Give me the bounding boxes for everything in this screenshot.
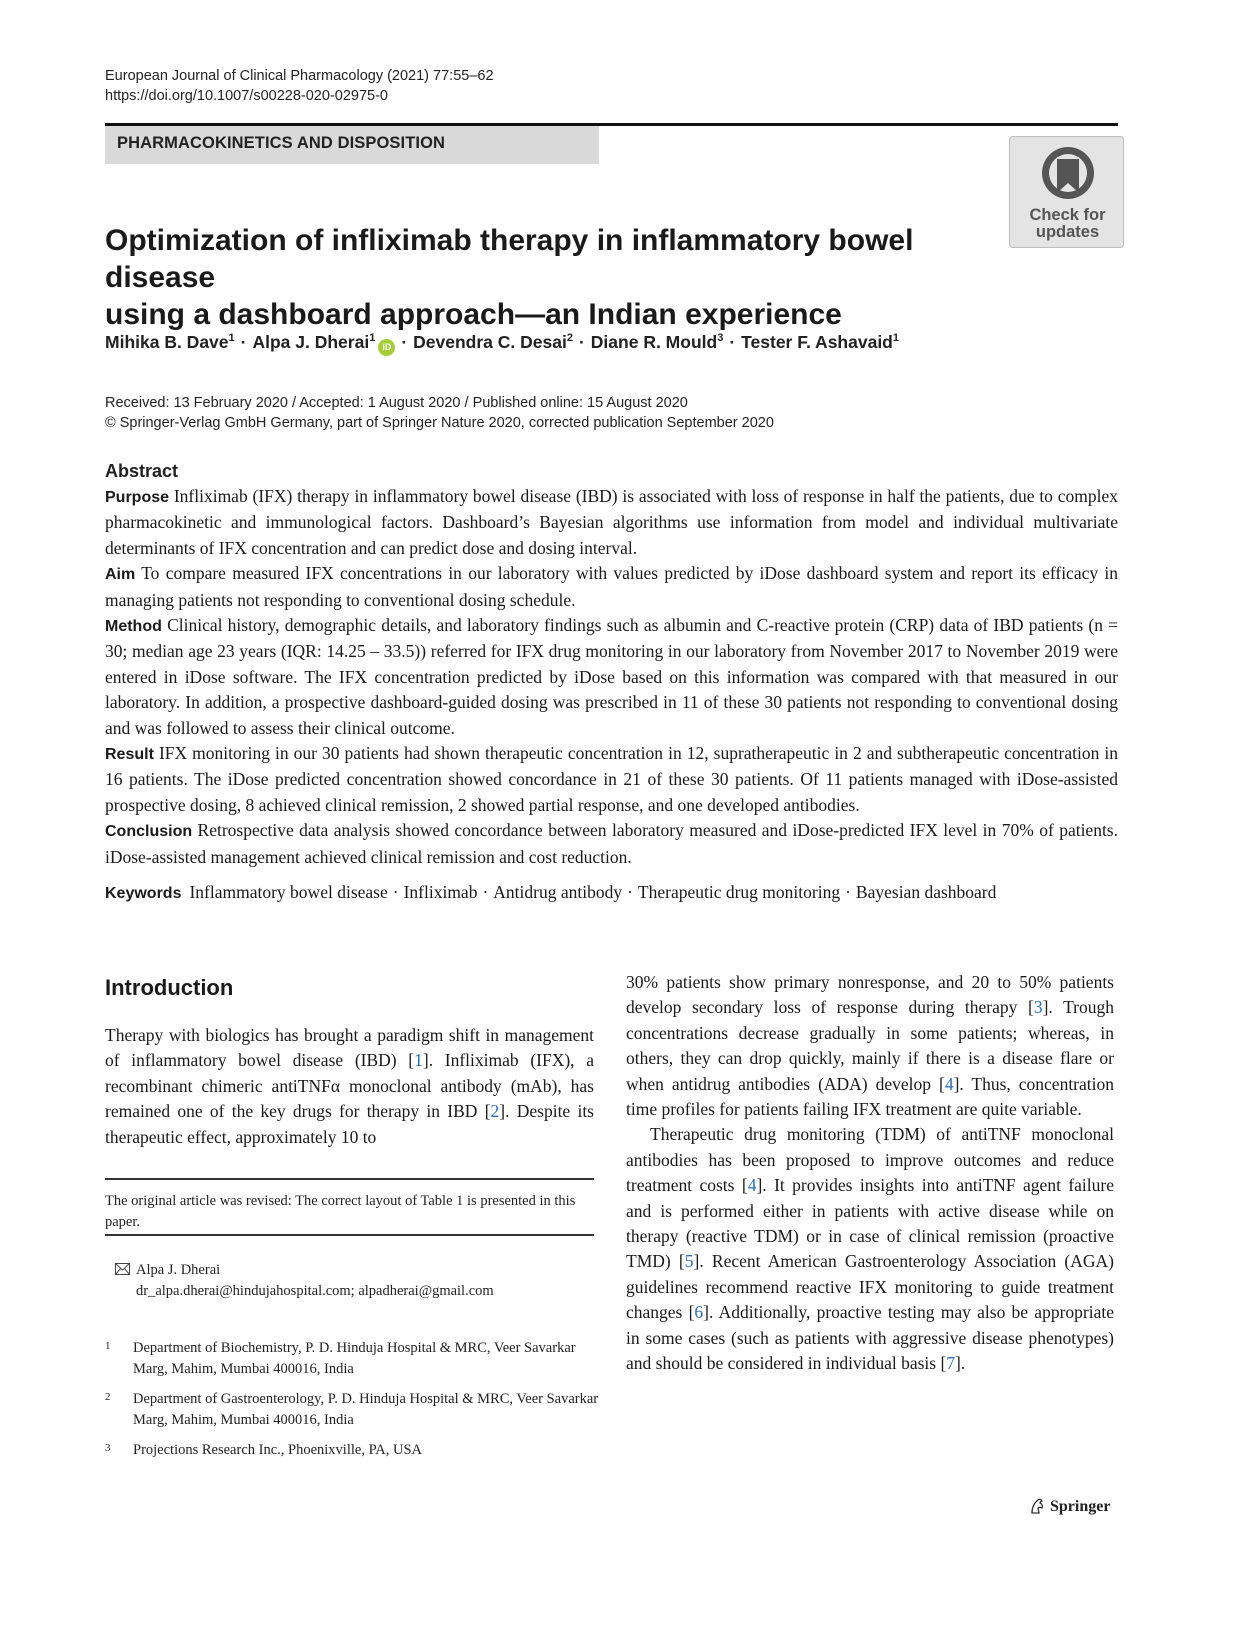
keyword: Antidrug antibody [493, 882, 623, 902]
corresponding-name: Alpa J. Dherai [136, 1262, 221, 1278]
method-text: Clinical history, demographic details, and laboratory findings such as albumin and C-reactive protein (CRP) data of IBD patients (n = 30; median age 23 years (IQR: 14.25 – 33.5)) referred for IFX drug monitoring in our laboratory from November 2017 to November 2019 were entered in iDose software. The IFX concentration predicted by iDose based on this information was compared with that measured in our laboratory. In addition, a prospective dashboard-guided dosing was prescribed in 11 of these 30 patients not responding to conventional dosing and was followed to assess their clinical outcome. [105, 615, 1118, 738]
envelope-icon [115, 1263, 130, 1275]
orcid-icon[interactable]: iD [378, 339, 395, 356]
section-label-text: PHARMACOKINETICS AND DISPOSITION [117, 134, 446, 152]
keyword: Inflammatory bowel disease [189, 882, 388, 902]
conclusion-label: Conclusion [105, 823, 193, 841]
method-label: Method [105, 618, 162, 636]
dates-line: Received: 13 February 2020 / Accepted: 1 August 2020 / Published online: 15 August 2020 [105, 395, 688, 411]
affiliation-number: 1 [105, 1340, 111, 1352]
separator: · [627, 882, 633, 902]
citation-link[interactable]: 4 [747, 1175, 757, 1196]
citation-link[interactable]: 3 [1033, 997, 1043, 1018]
crossmark-line-1: Check for [1029, 206, 1106, 224]
citation-link[interactable]: 7 [946, 1353, 956, 1374]
separator: · [482, 882, 489, 902]
separator: · [240, 332, 247, 352]
keyword: Infliximab [403, 882, 478, 902]
section-label [105, 126, 599, 164]
abstract-heading: Abstract [105, 461, 179, 481]
check-for-updates-badge[interactable] [1009, 136, 1124, 248]
affiliation-text: Department of Gastroenterology, P. D. Hinduja Hospital & MRC, Veer Savarkar Marg, Mahim, Mumbai 400016, India [133, 1391, 599, 1428]
title-line-2: using a dashboard approach—an Indian experience [105, 298, 842, 331]
crossmark-label [1010, 207, 1125, 241]
keywords [105, 882, 996, 903]
result-label: Result [105, 746, 154, 764]
intro-paragraph: Therapy with biologics has brought a paradigm shift in management of inflammatory bowel disease (IBD) [1]. Infliximab (IFX), a recombinant chimeric antiTNFα monoclonal antibody (mAb), has remained one of the key drugs for therapy in IBD [2]. Despite its therapeutic effect, approximately 10 to [105, 1025, 594, 1147]
crossmark-icon [1040, 145, 1096, 205]
citation-link[interactable]: 1 [414, 1050, 423, 1071]
affiliation-text: Department of Biochemistry, P. D. Hinduja Hospital & MRC, Veer Savarkar Marg, Mahim, Mumbai 400016, India [133, 1340, 576, 1377]
separator: · [845, 882, 851, 902]
abstract [105, 461, 1118, 870]
corresponding-email[interactable]: dr_alpa.dherai@hindujahospital.com; alpadherai@gmail.com [136, 1283, 494, 1299]
abstract-result [105, 741, 1118, 818]
publication-dates [105, 393, 774, 433]
aim-text: To compare measured IFX concentrations in our laboratory with values predicted by iDose dashboard system and report its efficacy in managing patients not responding to conventional dosing schedule. [105, 563, 1118, 610]
author-name[interactable]: Devendra C. Desai [413, 332, 567, 352]
keyword: Bayesian dashboard [855, 882, 997, 902]
separator: · [401, 332, 408, 352]
publisher-name: Springer [1050, 1498, 1111, 1515]
author-affiliation: 2 [566, 332, 573, 345]
introduction-left-column [105, 1023, 594, 1150]
author-affiliation: 3 [717, 332, 724, 345]
author-name[interactable]: Alpa J. Dherai [252, 332, 370, 352]
author-affiliation: 1 [369, 332, 376, 345]
aim-label: Aim [105, 566, 136, 584]
intro-paragraph: Therapeutic drug monitoring (TDM) of antiTNF monoclonal antibodies has been proposed to improve outcomes and reduce treatment costs [4]. It provides insights into antiTNF agent failure and is performed either in patients with active disease while on therapy (reactive TDM) or in case of clinical remission (proactive TMD) [5]. Recent American Gastroenterology Association (AGA) guidelines recommend reactive IFX monitoring to guide treatment changes [6]. Additionally, proactive testing may also be appropriate in some cases (such as patients with aggressive disease phenotypes) and should be considered in individual basis [7]. [626, 1124, 1115, 1374]
doi-link[interactable]: https://doi.org/10.1007/s00228-020-02975-0 [105, 88, 388, 104]
separator: · [578, 332, 585, 352]
citation-link[interactable]: 5 [684, 1251, 694, 1272]
citation-link[interactable]: 2 [490, 1101, 500, 1122]
purpose-label: Purpose [105, 489, 170, 506]
abstract-conclusion [105, 818, 1118, 870]
springer-horse-icon [1028, 1497, 1046, 1515]
result-text: IFX monitoring in our 30 patients had shown therapeutic concentration in 12, supratherapeutic in 2 and subtherapeutic concentration in 16 patients. The iDose predicted concentration showed concordance in 21 of these 30 patients. Of 11 patients managed with iDose-assisted prospective dosing, 8 achieved clinical remission, 2 showed partial response, and one developed antibodies. [105, 743, 1119, 815]
copyright-line: © Springer-Verlag GmbH Germany, part of Springer Nature 2020, corrected publication September 2020 [105, 415, 774, 431]
affiliation [105, 1338, 599, 1380]
intro-paragraph: 30% patients show primary nonresponse, and 20 to 50% patients develop secondary loss of response during therapy [3]. Trough concentrations decrease gradually in some patients; whereas, in others, they can drop quickly, mainly if there is a disease flare or when antidrug antibodies (ADA) develop [4]. Thus, concentration time profiles for patients failing IFX treatment are quite variable. [626, 972, 1115, 1120]
separator: · [392, 882, 399, 902]
citation-link[interactable]: 4 [944, 1073, 954, 1094]
author-name[interactable]: Tester F. Ashavaid [741, 332, 893, 352]
introduction-heading: Introduction [105, 975, 234, 1000]
affiliation [105, 1440, 599, 1461]
affiliation-number: 3 [105, 1442, 111, 1454]
revision-note: The original article was revised: The correct layout of Table 1 is presented in this paper. [105, 1193, 576, 1230]
separator: · [729, 332, 736, 352]
article-title [105, 222, 1005, 333]
author-affiliation: 1 [892, 332, 899, 345]
author-affiliation: 1 [228, 332, 235, 345]
footnote-rule [105, 1234, 594, 1236]
citation-link[interactable]: 6 [694, 1302, 704, 1323]
corresponding-author [115, 1260, 494, 1302]
author-name[interactable]: Mihika B. Dave [105, 332, 229, 352]
abstract-purpose [105, 484, 1118, 561]
keyword: Therapeutic drug monitoring [637, 882, 841, 902]
affiliation-text: Projections Research Inc., Phoenixville, PA, USA [133, 1442, 423, 1458]
affiliation [105, 1389, 599, 1431]
affiliation-number: 2 [105, 1391, 111, 1403]
conclusion-text: Retrospective data analysis showed concordance between laboratory measured and iDose-predicted IFX level in 70% of patients. iDose-assisted management achieved clinical remission and cost reduction. [105, 820, 1118, 867]
author-list [105, 332, 899, 356]
introduction-right-column [626, 970, 1114, 1377]
keywords-label: Keywords [105, 885, 182, 902]
abstract-aim [105, 561, 1118, 613]
publisher-logo [1028, 1497, 1110, 1516]
abstract-method [105, 613, 1118, 741]
journal-citation [105, 66, 494, 106]
crossmark-line-2: updates [1035, 223, 1100, 241]
title-line-1: Optimization of infliximab therapy in inflammatory bowel disease [105, 224, 914, 294]
author-name[interactable]: Diane R. Mould [590, 332, 718, 352]
journal-line: European Journal of Clinical Pharmacology (2021) 77:55–62 [105, 68, 494, 84]
purpose-text: Infliximab (IFX) therapy in inflammatory bowel disease (IBD) is associated with loss of response in half the patients, due to complex pharmacokinetic and immunological factors. Dashboard’s Bayesian algorithms use information from model and individual multivariate determinants of IFX concentration and can predict dose and dosing interval. [105, 486, 1118, 558]
footnote-rule [105, 1178, 594, 1180]
